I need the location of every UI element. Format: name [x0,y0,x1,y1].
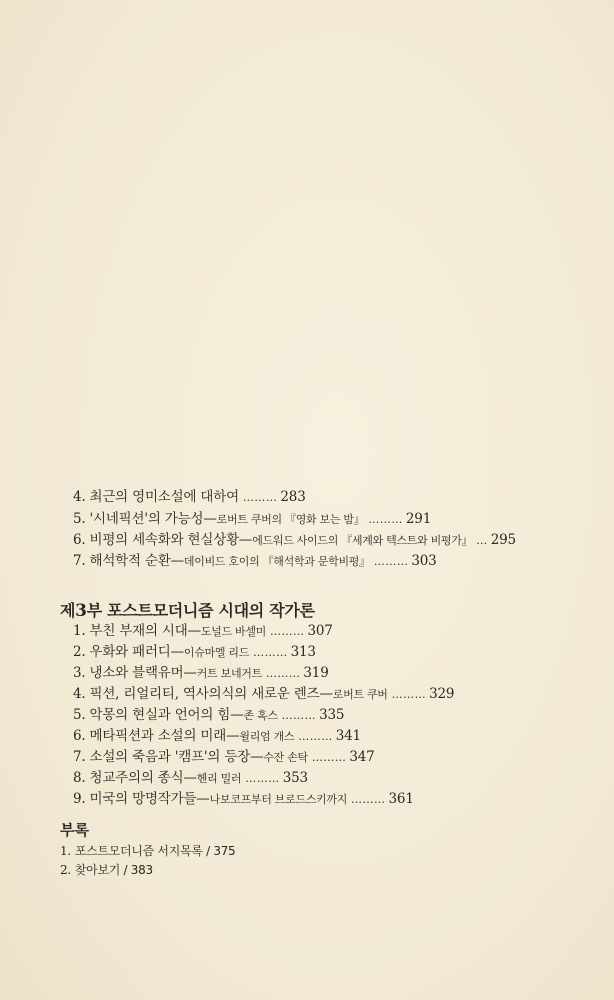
toc-entry [73,685,454,704]
entry-author: 나보코프부터 브로드스키까지 [209,793,348,806]
toc-entry [73,769,308,788]
entry-title: 해석학적 순환— [89,553,184,569]
entry-author: 헨리 밀러 [196,772,242,785]
entry-number: 6. [73,728,86,744]
entry-leader: ……… [253,646,288,659]
entry-title: 청교주의의 종식— [89,770,197,786]
entry-author: 이슈마엘 리드 [183,646,250,659]
part-title-number: 3 [75,601,87,621]
entry-title: 부친 부재의 시대— [89,623,201,639]
entry-text: 찾아보기 / 383 [74,863,153,877]
entry-leader: ……… [311,751,347,764]
entry-author: 데이비드 호이의 『해석학과 문학비평』 [183,555,370,568]
entry-number: 4. [73,686,86,702]
appendix-title: 부록 [60,821,89,839]
entry-author: 도널드 바셀미 [200,625,267,638]
entry-number: 9. [73,791,86,807]
entry-leader: ……… [298,730,333,743]
entry-number: 7. [73,553,86,569]
entry-author: 에드워드 사이드의 『세계와 텍스트와 비평가』 [252,534,473,547]
entry-page-number: 295 [490,532,516,548]
entry-leader: ……… [242,491,278,504]
entry-page-number: 291 [405,511,432,527]
entry-page-number: 341 [335,728,361,744]
toc-entry [73,510,431,529]
toc-entry [73,790,414,809]
entry-page-number: 313 [290,644,316,660]
entry-title: 픽션, 리얼리티, 역사의식의 새로운 렌즈— [89,686,333,702]
entry-page-number: 303 [411,553,437,569]
entry-leader: ……… [391,688,427,701]
toc-entry [73,531,516,550]
entry-author: 존 혹스 [243,709,278,722]
entry-title: 악몽의 현실과 언어의 힘— [89,707,244,723]
entry-author: 로버트 쿠버의 『영화 보는 밤』 [216,513,365,526]
entry-page-number: 329 [429,686,455,702]
entry-author: 윌리엄 개스 [239,730,295,743]
entry-leader: ……… [245,772,280,785]
toc-entry [73,664,329,683]
toc-entry [73,552,436,571]
entry-leader: ……… [265,667,301,680]
part-title [60,598,315,621]
entry-number: 4. [73,489,86,505]
entry-leader: ……… [281,709,317,722]
part-title-text: 부 포스트모더니즘 시대의 작가론 [86,601,315,620]
entry-title: 소설의 죽음과 '캠프'의 등장— [89,749,264,765]
entry-number: 6. [73,532,86,548]
entry-title: 메타픽션과 소설의 미래— [89,728,240,744]
entry-leader: ……… [373,555,409,568]
entry-author: 로버트 쿠버 [332,688,388,701]
entry-title: 미국의 망명작가들— [89,791,210,807]
entry-title: '시네픽션'의 가능성— [89,511,217,527]
entry-page-number: 353 [282,770,308,786]
entry-author: 수잔 손탁 [263,751,308,764]
entry-page-number: 319 [303,665,329,681]
entry-leader: ……… [368,513,403,526]
entry-leader: ……… [351,793,386,806]
entry-title: 최근의 영미소설에 대하여 [89,489,239,505]
entry-number: 1. [73,623,86,639]
toc-entry [73,488,306,507]
entry-page-number: 335 [319,707,345,723]
toc-entry [73,643,316,662]
entry-number: 5. [73,511,86,527]
entry-author: 커트 보네거트 [196,667,262,680]
entry-title: 우화와 패러디— [89,644,184,660]
entry-number: 1. [60,844,71,858]
entry-leader: … [476,534,488,547]
toc-entry [73,622,333,641]
entry-number: 2. [73,644,86,660]
appendix-entry [60,842,235,859]
entry-number: 5. [73,707,86,723]
entry-text: 포스트모더니즘 서지목록 / 375 [74,844,236,858]
entry-number: 3. [73,665,86,681]
entry-page-number: 361 [388,791,414,807]
entry-number: 2. [60,863,71,877]
entry-title: 비평의 세속화와 현실상황— [89,532,253,548]
entry-leader: ……… [270,625,305,638]
appendix-entry [60,861,153,878]
part-title-prefix: 제 [60,601,76,620]
entry-number: 8. [73,770,86,786]
entry-page-number: 283 [280,489,306,505]
toc-entry [73,727,361,746]
entry-number: 7. [73,749,86,765]
toc-entry [73,706,344,725]
toc-entry [73,748,375,767]
entry-page-number: 307 [307,623,333,639]
entry-page-number: 347 [349,749,375,765]
entry-title: 냉소와 블랙유머— [89,665,197,681]
